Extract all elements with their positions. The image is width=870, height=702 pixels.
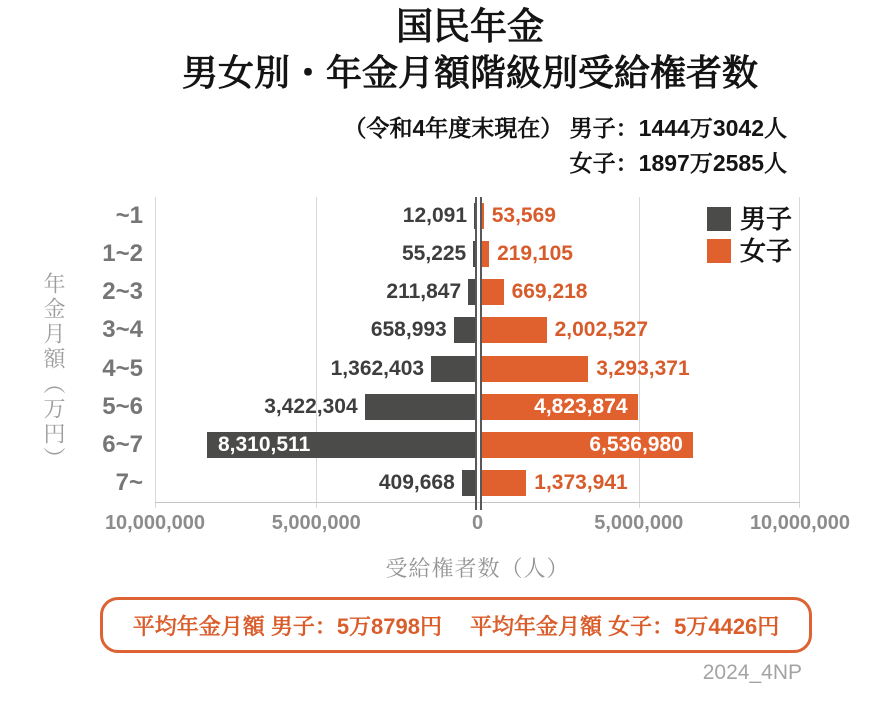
category-label: ~1 [115,202,143,229]
category-label: 4~5 [102,355,143,382]
female-swatch-icon [707,239,731,263]
male-swatch-icon [707,207,731,231]
average-female: 平均年金月額 女子：5万4426円 [470,613,780,639]
zero-axis-line [480,197,482,510]
chart-title-line1: 国民年金 [396,6,544,47]
legend [707,203,792,267]
chart-title-line2: 男女別・年金月額階級別受給権者数 [181,52,758,93]
male-bar [462,470,475,496]
x-tick-label: 5,000,000 [271,512,361,534]
gridline [155,197,156,508]
category-label: 3~4 [102,316,143,343]
female-bar [482,279,504,305]
x-tick-label: 10,000,000 [104,512,206,534]
legend-female-label: 女子 [740,236,793,266]
subtitle-female-total: 女子：1897万2585人 [569,150,787,176]
female-bar [482,356,588,382]
plot-area [102,197,851,534]
legend-male-label: 男子 [740,204,793,234]
male-bar [454,317,475,343]
subtitle-male-total: （令和4年度末現在） 男子：1444万3042人 [343,115,787,141]
x-axis-line [155,502,800,503]
x-axis-title: 受給権者数（人） [385,556,570,581]
female-value-label: 669,218 [511,280,588,303]
male-value-label: 8,310,511 [217,433,311,456]
category-label: 1~2 [102,240,143,267]
female-value-label: 4,823,874 [534,395,628,418]
gridline [316,197,317,508]
female-value-label: 2,002,527 [554,318,649,341]
male-value-label: 12,091 [402,204,467,227]
male-value-label: 658,993 [370,318,447,341]
gridline [799,197,800,508]
female-bar [482,241,489,267]
legend-item-female [707,235,792,267]
male-value-label: 409,668 [378,471,455,494]
legend-item-male [707,203,792,235]
chart-title [70,4,870,96]
female-bar [482,317,547,343]
male-bar [365,394,475,420]
category-label: 2~3 [102,278,143,305]
male-bar [468,279,475,305]
x-tick-label: 10,000,000 [749,512,851,534]
female-value-label: 3,293,371 [596,357,690,380]
male-bar [431,356,475,382]
category-label: 5~6 [102,393,143,420]
category-label: 6~7 [102,431,143,458]
x-tick-label: 0 [471,512,484,534]
female-value-label: 6,536,980 [589,433,683,456]
zero-axis-line [475,197,477,510]
male-value-label: 1,362,403 [330,357,425,380]
chart-subtitle [343,111,787,181]
male-value-label: 3,422,304 [264,395,358,418]
x-tick-label: 5,000,000 [594,512,684,534]
female-value-label: 1,373,941 [534,471,628,494]
average-pension-summary-box [100,597,812,653]
female-bar [482,203,484,229]
category-label: 7~ [115,469,143,496]
average-male: 平均年金月額 男子：5万8798円 [132,613,442,639]
female-value-label: 53,569 [491,204,556,227]
male-value-label: 55,225 [402,242,467,265]
female-bar [482,470,526,496]
footer-note: 2024_4NP [702,661,802,684]
gridline [639,197,640,508]
male-value-label: 211,847 [386,280,462,303]
y-axis-title: 年金月額（万円） [41,272,66,472]
female-value-label: 219,105 [497,242,573,265]
